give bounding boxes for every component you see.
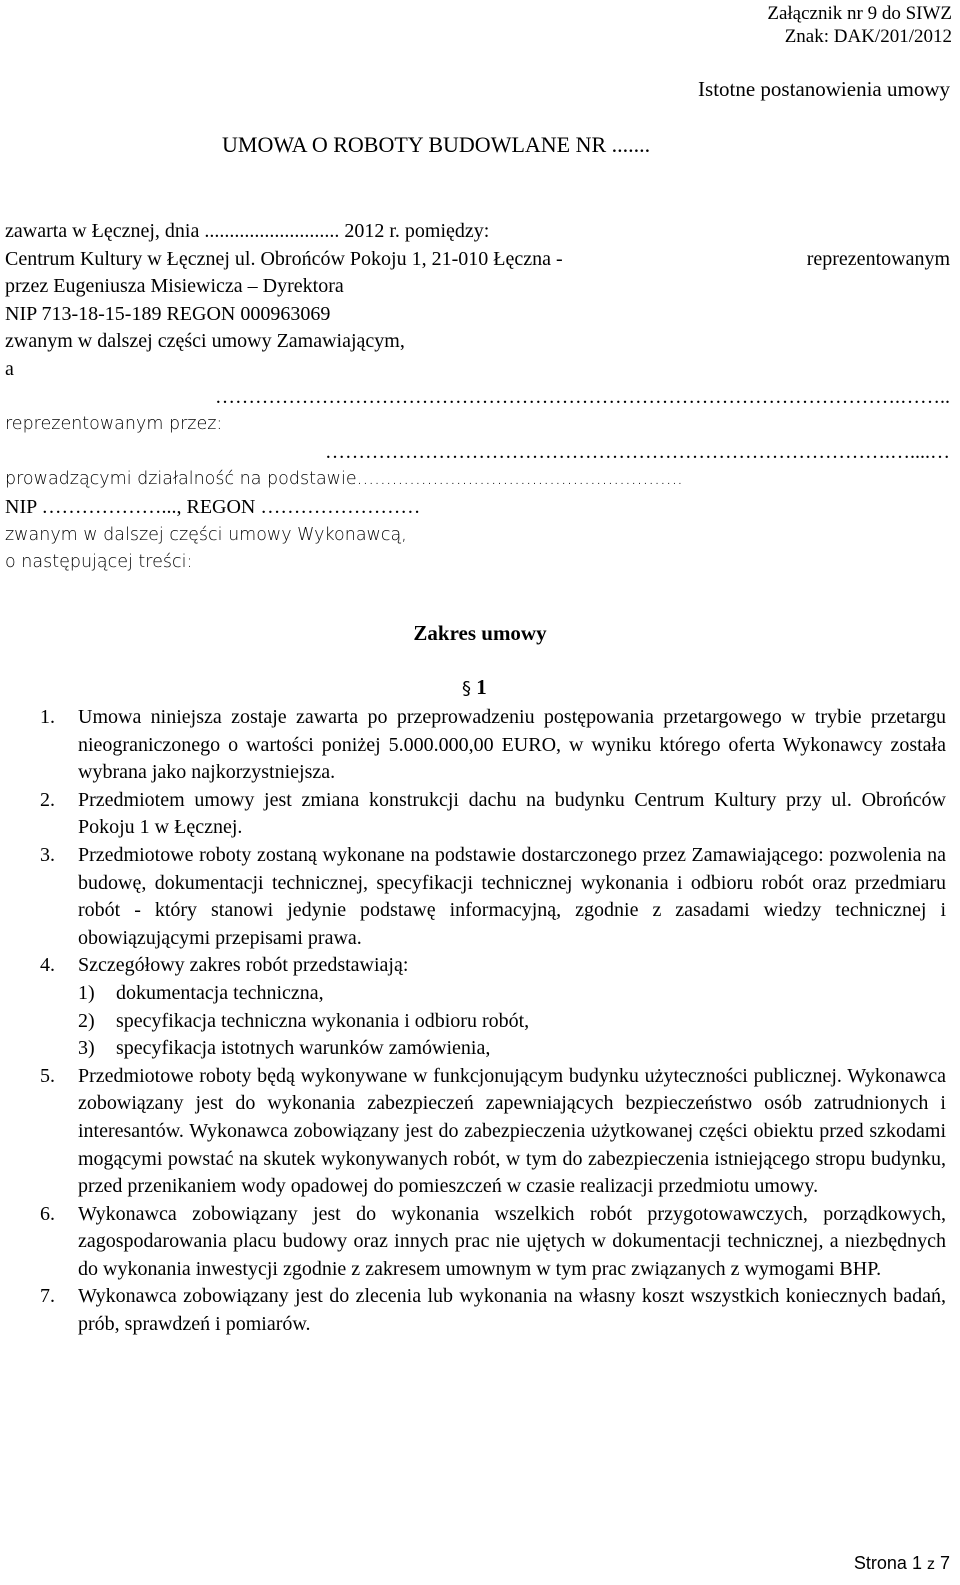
clause-number: 1. xyxy=(40,706,55,728)
following-content-line: o następującej treści: xyxy=(5,552,193,573)
reference-number: Znak: DAK/201/2012 xyxy=(784,26,952,47)
director-line: przez Eugeniusza Misiewicza – Dyrektora xyxy=(5,275,344,298)
attachment-label: Załącznik nr 9 do SIWZ xyxy=(767,3,952,24)
clause-item xyxy=(40,842,946,952)
clause-item xyxy=(40,952,946,1062)
clause-number: 3. xyxy=(40,843,55,866)
attachment-note xyxy=(767,2,952,48)
scope-sublist xyxy=(78,980,946,1063)
ordering-party-name: Centrum Kultury w Łęcznej ul. Obrońców Pokoju 1, 21-010 Łęczna - xyxy=(5,247,563,270)
clause-text: Szczegółowy zakres robót przedstawiają: xyxy=(78,954,409,977)
scope-subitem xyxy=(78,980,946,1008)
ordering-party-alias: zwanym w dalszej części umowy Zamawiającym, xyxy=(5,330,405,353)
parties-block xyxy=(5,218,950,577)
clause-number: 5. xyxy=(40,1064,55,1087)
and-line: a xyxy=(5,357,14,380)
clause-number: 7. xyxy=(40,1285,55,1308)
paragraph-marker xyxy=(462,675,487,700)
clause-number: 6. xyxy=(40,1202,55,1225)
paragraph-number: 1 xyxy=(476,675,487,699)
page-footer xyxy=(854,1553,950,1574)
representative-blank-line: ………………………………………………………………………….…....… xyxy=(325,440,950,463)
paragraph-sign: § xyxy=(462,678,471,699)
represented-by-line: reprezentowanym przez: xyxy=(5,414,223,435)
clause-number: 4. xyxy=(40,954,55,977)
page-word: Strona xyxy=(853,1553,907,1573)
document-subtitle: Istotne postanowienia umowy xyxy=(698,77,950,101)
clause-item xyxy=(40,1063,946,1201)
clause-item xyxy=(40,1201,946,1284)
date-line: zawarta w Łęcznej, dnia ........................... 2012 r. pomiędzy: xyxy=(5,220,490,242)
clause-item xyxy=(40,787,946,842)
page-current: 1 xyxy=(911,1553,922,1573)
clause-item xyxy=(40,704,946,787)
section-title: Zakres umowy xyxy=(413,621,547,645)
contractor-nip-regon: NIP ………………..., REGON …………………… xyxy=(5,495,421,518)
contract-title: UMOWA O ROBOTY BUDOWLANE NR ....... xyxy=(222,132,651,157)
clause-text: Przedmiotowe roboty zostaną wykonane na podstawie dostarczonego przez Zamawiającego: pozwolenia na budowę, dokumentacji technicznej, specyfikacji technicznej wykonania i odbioru robót oraz przedmiaru robót - który stanowi jedynie podstawę informacyjną, zgodnie z zasadami wiedzy technicznej i obowiązującymi przepisami prawa. xyxy=(78,843,946,949)
ordering-party-represented: reprezentowanym xyxy=(806,247,950,270)
scope-subitem xyxy=(78,1035,946,1063)
clause-list xyxy=(40,704,946,1339)
scope-subitem xyxy=(78,1008,946,1036)
page-total: 7 xyxy=(939,1553,950,1573)
clause-text: Wykonawca zobowiązany jest do zlecenia lub wykonania na własny koszt wszystkich koniecznych badań, prób, sprawdzeń i pomiarów. xyxy=(78,1285,946,1336)
contractor-alias: zwanym w dalszej części umowy Wykonawcą, xyxy=(5,524,407,545)
clause-number: 2. xyxy=(40,788,55,811)
subitem-text: specyfikacja istotnych warunków zamówienia, xyxy=(116,1037,491,1060)
ordering-nip-regon: NIP 713-18-15-189 REGON 000963069 xyxy=(5,302,331,325)
clause-text: Przedmiotem umowy jest zmiana konstrukcji dachu na budynku Centrum Kultury przy ul. Obrońców Pokoju 1 w Łęcznej. xyxy=(78,788,946,839)
subitem-number: 3) xyxy=(78,1037,95,1060)
clause-item xyxy=(40,1283,946,1338)
ordering-party-line xyxy=(5,246,950,274)
contractor-blank-line: ………………………………………………………………………………………….…….. xyxy=(215,385,950,408)
clause-text: Wykonawca zobowiązany jest do wykonania wszelkich robót przygotowawczych, porządkowych, zagospodarowania placu budowy oraz innych prac nie ujętych w dokumentacji technicznej, a niezbędnych do wykonania inwestycji zgodnie z zakresem umownym w tym prac związanych z wymogami BHP. xyxy=(78,1202,946,1280)
subitem-text: specyfikacja techniczna wykonania i odbioru robót, xyxy=(116,1009,530,1032)
subitem-number: 1) xyxy=(78,981,95,1004)
subitem-text: dokumentacja techniczna, xyxy=(116,981,324,1004)
clause-text: Przedmiotowe roboty będą wykonywane w funkcjonującym budynku użyteczności publicznej. Wykonawca zobowiązany jest do wykonania zabezpieczeń zapewniających bezpieczeństwo osób zatrudnionych i interesantów. Wykonawca zobowiązany jest do zabezpieczenia użytkowanej części obiektu przed szkodami mogącymi powstać na skutek wykonywanych robót, w tym do zabezpieczenia istniejącego stropu budynku, przed przenikaniem wody opadowej do pomieszczeń w czasie realizacji przedmiotu umowy. xyxy=(78,1064,946,1198)
subitem-number: 2) xyxy=(78,1009,95,1032)
clause-text: Umowa niniejsza zostaje zawarta po przeprowadzeniu postępowania przetargowego w trybie przetargu nieograniczonego o wartości poniżej 5.000.000,00 EURO, w wyniku którego oferta Wykonawcy została wybrana jako najkorzystniejsza. xyxy=(78,706,946,784)
business-basis-line: prowadzącymi działalność na podstawie……………………………………………….. xyxy=(5,469,683,490)
page-of: z xyxy=(926,1556,935,1573)
